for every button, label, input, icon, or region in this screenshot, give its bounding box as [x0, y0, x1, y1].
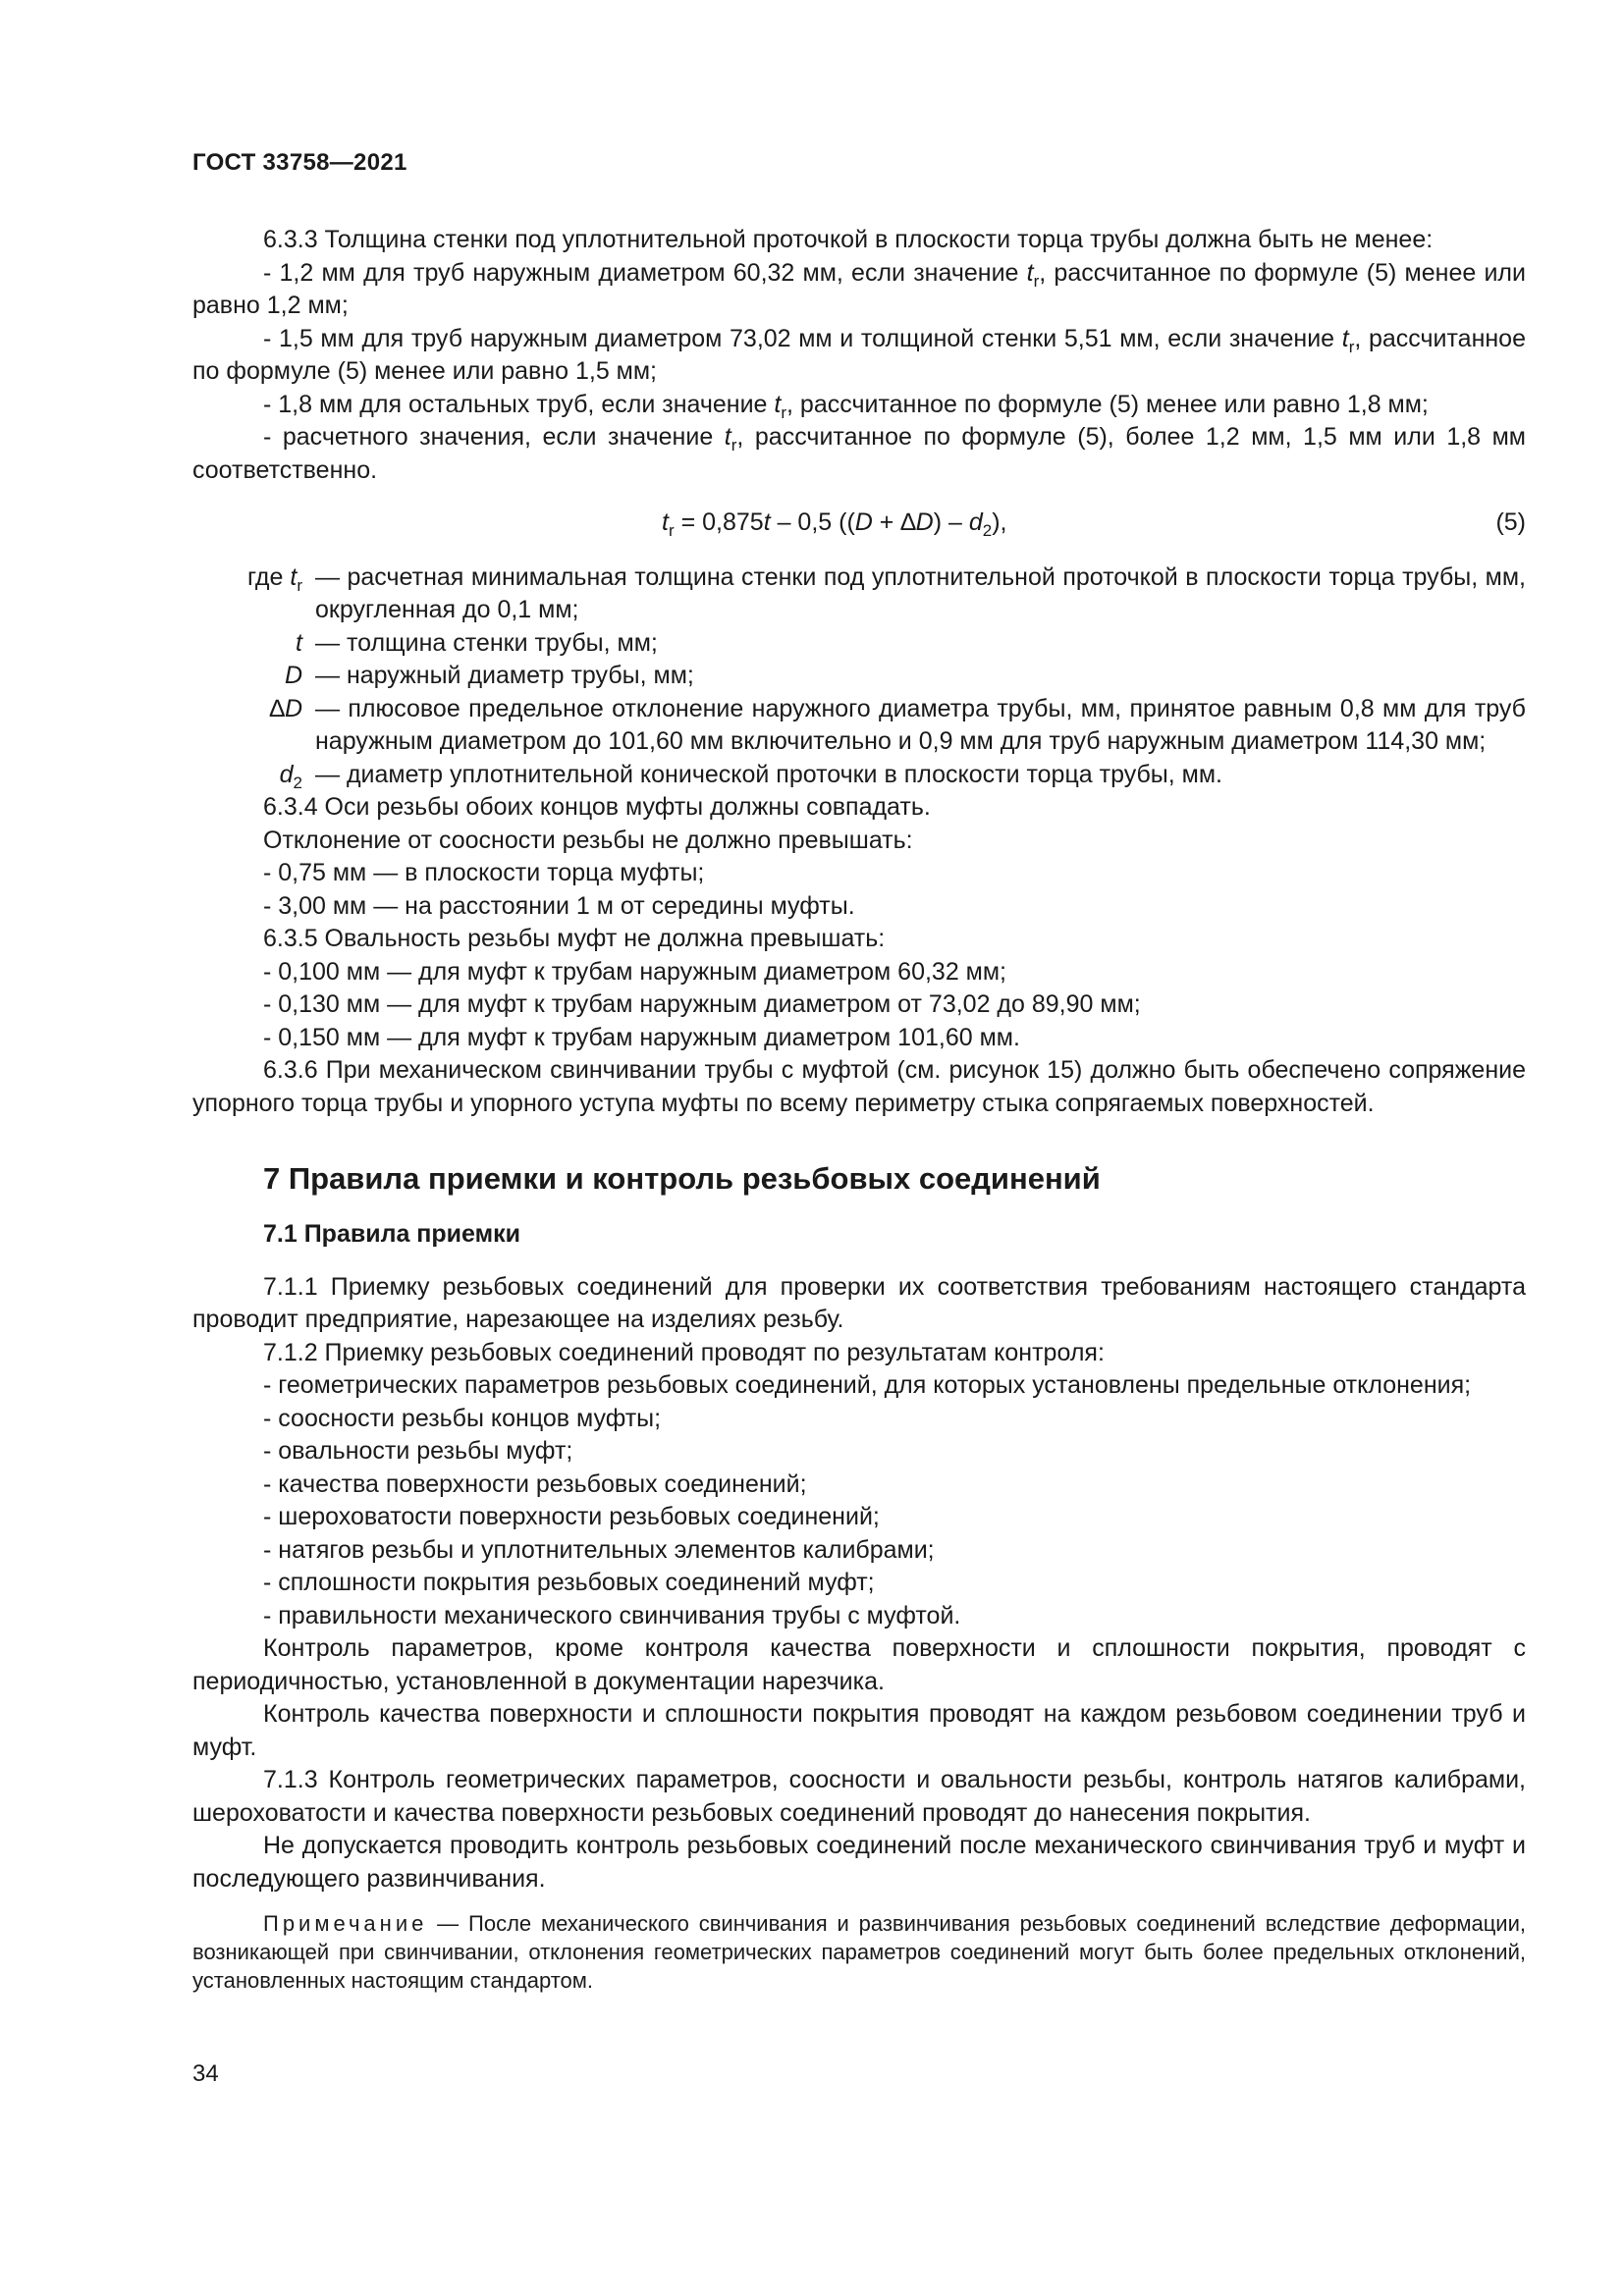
list-item: - качества поверхности резьбовых соединений;	[263, 1469, 807, 1498]
clause-6-3-3-item-3: - 1,8 мм для остальных труб, если значение $t_r$, рассчитанное по формуле (5) менее или равно 1,8 мм;	[263, 390, 1429, 422]
page-number: 34	[192, 2060, 219, 2087]
section-7-heading: 7 Правила приемки и контроль резьбовых соединений	[263, 1161, 1101, 1196]
clause-6-3-3: 6.3.3 Толщина стенки под уплотнительной проточкой в плоскости торца трубы должна быть не менее:	[263, 226, 1434, 253]
formula-expression: $t_r = 0,875t - 0,5$ $((D + \Delta D) - d_2)$,	[662, 508, 1007, 540]
definition-tr: где $t_r$ — расчетная минимальная толщина стенки под уплотнительной проточкой в плоскости торца трубы, мм, округленная до 0,1 мм;	[192, 561, 1526, 627]
list-item: - правильности механического свинчивания трубы с муфтой.	[263, 1601, 961, 1629]
definition-term: t	[296, 628, 302, 657]
paragraph: Не допускается проводить контроль резьбовых соединений после механического свинчивания труб и муфт и последующего развинчивания.	[192, 1832, 1526, 1893]
list-item: - соосности резьбы концов муфты;	[263, 1404, 662, 1432]
definition-t: t — толщина стенки трубы, мм;	[192, 627, 1526, 661]
list-item: - геометрических параметров резьбовых соединений, для которых установлены предельные отклонения;	[263, 1371, 1472, 1399]
definition-deltaD: ∆D — плюсовое предельное отклонение наружного диаметра трубы, мм, принятое равным 0,8 мм для труб наружным диаметром до 101,60 мм включительно и 0,9 мм для труб наружным диаметром 114,30 мм;	[192, 693, 1526, 759]
document-body	[192, 224, 1526, 1995]
clause-6-3-3-item-1: - 1,2 мм для труб наружным диаметром 60,32 мм, если значение $t_r$, рассчитанное по формуле (5) менее или равно 1,2 мм;	[192, 258, 1526, 319]
clause-6-3-3-item-2: - 1,5 мм для труб наружным диаметром 73,02 мм и толщиной стенки 5,51 мм, если значение $t_r$, рассчитанное по формуле (5) менее или равно 1,5 мм;	[192, 324, 1526, 385]
clause-6-3-5: 6.3.5 Овальность резьбы муфт не должна превышать:	[263, 925, 886, 952]
note: Примечание — После механического свинчивания и развинчивания резьбовых соединений вследствие деформации, возникающей при свинчивании, отклонения геометрических параметров соединений могут быть более предельных отклонений, установленных настоящим стандартом.	[192, 1911, 1526, 1993]
list-item: - 0,150 мм — для муфт к трубам наружным диаметром 101,60 мм.	[263, 1023, 1020, 1051]
clause-6-3-4: 6.3.4 Оси резьбы обоих концов муфты должны совпадать.	[263, 793, 931, 821]
note-label: Примечание	[263, 1911, 428, 1936]
definition-term: ∆D	[269, 694, 302, 722]
list-item: - шероховатости поверхности резьбовых соединений;	[263, 1503, 880, 1530]
formula-number: (5)	[1495, 508, 1526, 536]
document-header: ГОСТ 33758—2021	[192, 149, 407, 176]
clause-7-1-3: 7.1.3 Контроль геометрических параметров, соосности и овальности резьбы, контроль натягов калибрами, шероховатости и качества поверхности резьбовых соединений проводят до нанесения покрытия.	[192, 1766, 1526, 1827]
definition-term: D	[284, 662, 302, 689]
list-item: - сплошности покрытия резьбовых соединений муфт;	[263, 1569, 875, 1596]
clause-7-1-1: 7.1.1 Приемку резьбовых соединений для проверки их соответствия требованиям настоящего стандарта проводит предприятие, нарезающее на изделиях резьбу.	[192, 1272, 1526, 1333]
clause-6-3-6: 6.3.6 При механическом свинчивании трубы с муфтой (см. рисунок 15) должно быть обеспечено сопряжение упорного торца трубы и упорного уступа муфты по всему периметру стыка сопрягаемых поверхностей.	[192, 1056, 1526, 1117]
definition-term: $d_2$	[279, 760, 302, 792]
list-item: - 0,130 мм — для муфт к трубам наружным диаметром от 73,02 до 89,90 мм;	[263, 990, 1141, 1018]
document-page	[192, 0, 1526, 2296]
list-item: Отклонение от соосности резьбы не должно превышать:	[263, 826, 913, 854]
section-7-1-heading: 7.1 Правила приемки	[263, 1220, 520, 1248]
clause-6-3-3-item-4: - расчетного значения, если значение $t_r$, рассчитанное по формуле (5), более 1,2 мм, 1,5 мм или 1,8 мм соответственно.	[192, 423, 1526, 484]
definition-D: D — наружный диаметр трубы, мм;	[192, 660, 1526, 693]
formula-5	[192, 507, 1526, 540]
list-item: - 0,75 мм — в плоскости торца муфты;	[263, 859, 705, 886]
paragraph: Контроль параметров, кроме контроля качества поверхности и сплошности покрытия, проводят с периодичностью, установленной в документации нарезчика.	[192, 1634, 1526, 1695]
list-item: - натягов резьбы и уплотнительных элементов калибрами;	[263, 1535, 935, 1564]
definition-d2: $d_2$ — диаметр уплотнительной конической проточки в плоскости торца трубы, мм.	[192, 759, 1526, 792]
clause-7-1-2: 7.1.2 Приемку резьбовых соединений проводят по результатам контроля:	[263, 1338, 1105, 1366]
list-item: - овальности резьбы муфт;	[263, 1437, 573, 1465]
paragraph: Контроль качества поверхности и сплошности покрытия проводят на каждом резьбовом соединении труб и муфт.	[192, 1700, 1526, 1761]
list-item: - 0,100 мм — для муфт к трубам наружным диаметром 60,32 мм;	[263, 957, 1007, 986]
list-item: - 3,00 мм — на расстоянии 1 м от середины муфты.	[263, 891, 855, 920]
definition-term: где $t_r$	[246, 562, 302, 595]
